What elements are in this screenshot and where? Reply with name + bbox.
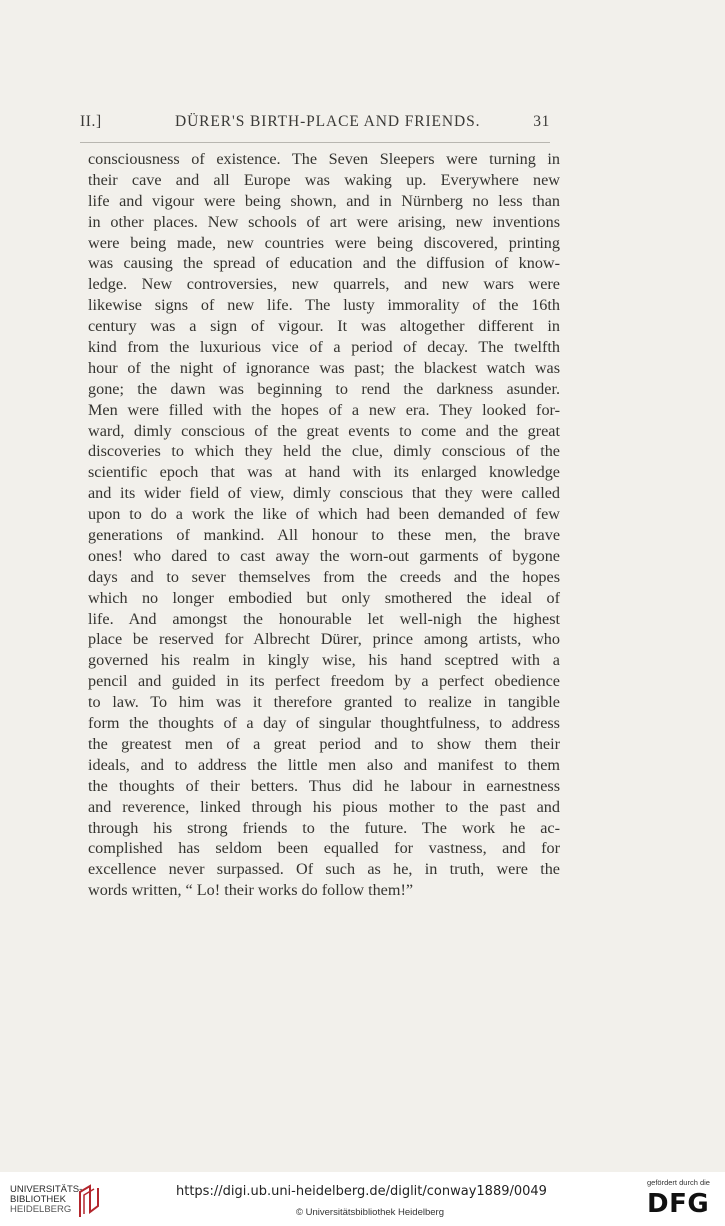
university-library-wordmark[interactable] [10, 1185, 82, 1215]
running-head [80, 113, 550, 133]
header-rule [80, 142, 550, 143]
text-line: consciousness of existence. The Seven Sleepers were turning in [88, 150, 560, 168]
text-line: place be reserved for Albrecht Dürer, prince among artists, who [88, 630, 560, 649]
text-line: life. And amongst the honourable let well-nigh the highest [88, 609, 560, 628]
text-line: excellence never surpassed. Of such as he, in truth, were the [88, 860, 560, 879]
text-line: through his strong friends to the future. The work he ac- [88, 818, 560, 837]
funder-label: gefördert durch die [647, 1178, 710, 1187]
copyright-notice: © Universitätsbibliothek Heidelberg [296, 1207, 444, 1218]
text-line: to law. To him was it therefore granted to realize in tangible [88, 693, 560, 712]
text-line: and reverence, linked through his pious mother to the past and [88, 797, 560, 816]
text-line: their cave and all Europe was waking up. Everywhere new [88, 170, 560, 189]
text-line: pencil and guided in its perfect freedom by a perfect obedience [88, 672, 560, 691]
text-line: in other places. New schools of art were arising, new inventions [88, 212, 560, 231]
text-line: words written, “ Lo! their works do follow them!” [88, 881, 414, 900]
text-line: the thoughts of their betters. Thus did he labour in earnestness [88, 776, 560, 795]
digitization-footer [0, 1172, 725, 1226]
text-line: Men were filled with the hopes of a new era. They looked for- [88, 400, 560, 419]
text-line: scientific epoch that was at hand with its enlarged knowledge [88, 463, 560, 482]
wordmark-line-1: UNIVERSITÄTS- [10, 1184, 83, 1195]
chapter-number: II.] [80, 113, 102, 130]
text-line: were being made, new countries were being discovered, printing [88, 233, 560, 252]
text-line: governed his realm in kingly wise, his hand sceptred with a [88, 651, 560, 670]
text-line: ward, dimly conscious of the great events to come and the great [88, 421, 560, 440]
text-line: life and vigour were being shown, and in Nürnberg no less than [88, 191, 560, 210]
text-line: kind from the luxurious vice of a period of decay. The twelfth [88, 338, 560, 357]
page-number: 31 [533, 113, 550, 130]
permalink-url[interactable]: https://digi.ub.uni-heidelberg.de/diglit/conway1889/0049 [176, 1184, 547, 1199]
text-line: ones! who dared to cast away the worn-out garments of bygone [88, 546, 560, 565]
text-line: was causing the spread of education and the diffusion of know- [88, 254, 560, 273]
text-line: the greatest men of a great period and to show them their [88, 734, 560, 753]
text-line: and its wider field of view, dimly conscious that they were called [88, 484, 560, 503]
text-line: ideals, and to address the little men also and manifest to them [88, 755, 560, 774]
dfg-logo[interactable]: DFG [647, 1189, 710, 1219]
text-line: likewise signs of new life. The lusty immorality of the 16th [88, 296, 560, 315]
running-title: DÜRER'S BIRTH-PLACE AND FRIENDS. [175, 113, 481, 130]
text-line: generations of mankind. All honour to these men, the brave [88, 526, 560, 545]
text-line: discoveries to which they held the clue, dimly conscious of the [88, 442, 560, 461]
text-line: gone; the dawn was beginning to rend the darkness asunder. [88, 379, 560, 398]
text-line: form the thoughts of a day of singular thoughtfulness, to address [88, 714, 560, 733]
body-paragraph [88, 149, 560, 901]
text-line: complished has seldom been equalled for vastness, and for [88, 839, 560, 858]
wordmark-line-2: BIBLIOTHEK [10, 1194, 66, 1205]
text-line: hour of the night of ignorance was past; the blackest watch was [88, 358, 560, 377]
text-line: century was a sign of vigour. It was altogether different in [88, 317, 560, 336]
heidelberg-library-logo-icon [76, 1184, 102, 1218]
text-line: ledge. New controversies, new quarrels, and new wars were [88, 275, 560, 294]
text-line: days and to sever themselves from the creeds and the hopes [88, 567, 560, 586]
wordmark-line-3: HEIDELBERG [10, 1204, 72, 1215]
text-line: which no longer embodied but only smothered the ideal of [88, 588, 560, 607]
text-line: upon to do a work the like of which had been demanded of few [88, 505, 560, 524]
